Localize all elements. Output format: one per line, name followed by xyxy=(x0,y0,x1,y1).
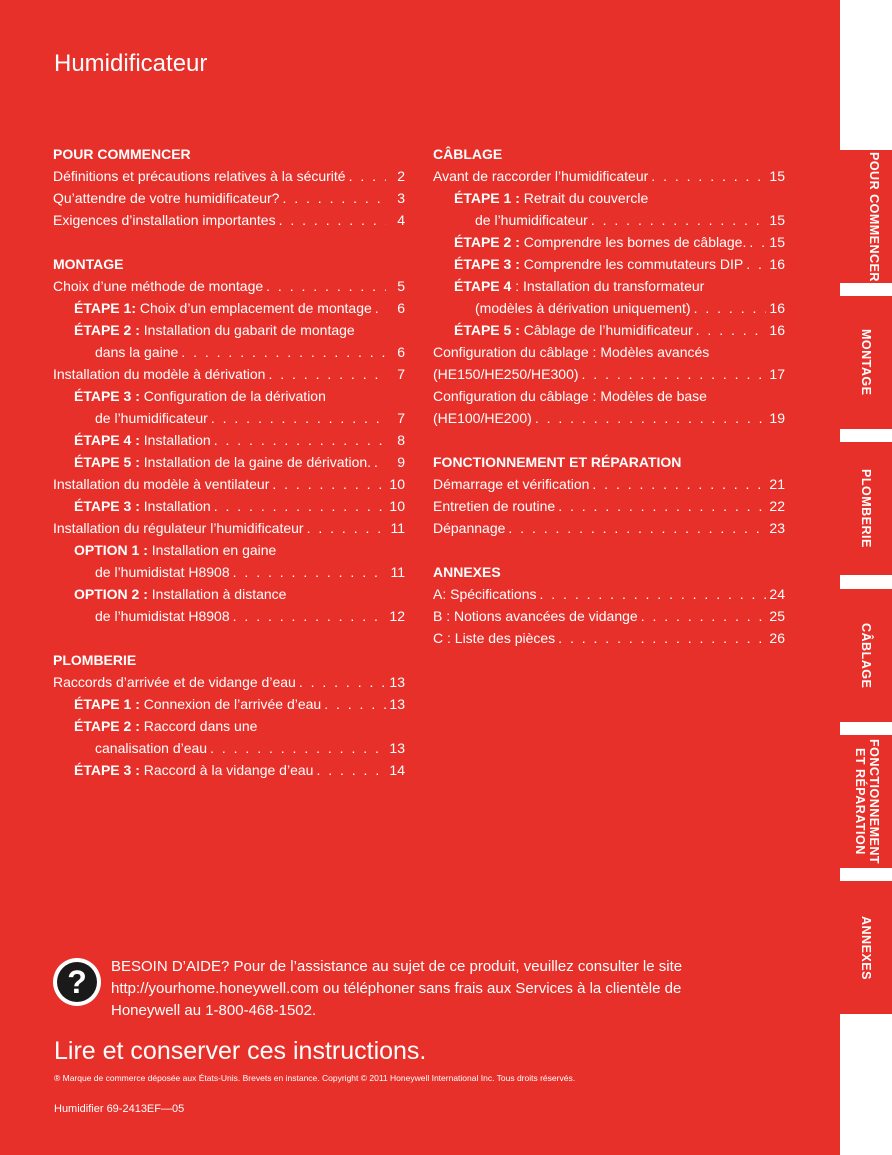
toc-entry-label xyxy=(74,429,211,451)
toc-page-number: 13 xyxy=(389,696,405,712)
toc-page-number: 6 xyxy=(397,300,405,316)
dot-leader xyxy=(592,473,766,495)
help-line: Honeywell au 1-800-468-1502. xyxy=(111,1002,317,1019)
toc-section xyxy=(433,143,785,429)
toc-entry-label xyxy=(74,451,371,473)
dot-leader xyxy=(508,517,766,539)
toc-page-number: 26 xyxy=(769,630,785,646)
toc-entry[interactable] xyxy=(433,319,785,341)
toc-entry-text: de l’humidificateur xyxy=(475,212,588,228)
toc-entry-label xyxy=(433,385,707,407)
toc-section-heading: CÂBLAGE xyxy=(433,146,503,162)
question-mark-icon: ? xyxy=(53,958,101,1006)
toc-step-label: OPTION 2 : xyxy=(74,586,148,602)
toc-entry[interactable] xyxy=(433,473,785,495)
toc-entry-label xyxy=(95,407,208,429)
toc-entry-label xyxy=(475,297,691,319)
toc-entry[interactable] xyxy=(433,275,785,297)
dot-leader xyxy=(375,297,386,319)
toc-entry[interactable] xyxy=(53,319,405,341)
toc-entry-text: dans la gaine xyxy=(95,344,179,360)
toc-entry-label xyxy=(95,341,178,363)
toc-entry[interactable] xyxy=(433,363,785,385)
toc-entry-text: Démarrage et vérification xyxy=(433,476,590,492)
toc-entry-text: Configuration du câblage : Modèles avancés xyxy=(433,344,710,360)
toc-page-number: 10 xyxy=(389,476,405,492)
toc-entry-text: Installation du modèle à ventilateur xyxy=(53,476,270,492)
toc-entry[interactable] xyxy=(53,275,405,297)
toc-entry[interactable] xyxy=(433,209,785,231)
dot-leader xyxy=(591,209,766,231)
toc-entry[interactable] xyxy=(433,165,785,187)
toc-page-number: 15 xyxy=(769,234,785,250)
toc-entry-label xyxy=(74,319,355,341)
toc-section-heading: MONTAGE xyxy=(53,256,124,272)
toc-entry-text: Installation du régulateur l’humidificateur xyxy=(53,520,304,536)
toc-step-label: ÉTAPE 1 : xyxy=(454,190,520,206)
tab-label: CÂBLAGE xyxy=(859,622,873,689)
help-box xyxy=(53,956,733,1022)
toc-entry[interactable] xyxy=(433,517,785,539)
toc-entry-text: A: Spécifications xyxy=(433,586,537,602)
tab-label: PLOMBERIE xyxy=(859,469,873,548)
dot-leader xyxy=(558,495,766,517)
toc-entry-label xyxy=(53,165,346,187)
toc-page-number: 6 xyxy=(397,344,405,360)
keep-instructions-heading: Lire et conserver ces instructions. xyxy=(54,1037,427,1065)
dot-leader xyxy=(299,671,386,693)
toc-page-number: 24 xyxy=(769,586,785,602)
toc-entry-text: Installation du modèle à dérivation xyxy=(53,366,266,382)
toc-entry-text: Choix d’un emplacement de montage xyxy=(135,300,372,316)
toc-entry-text: Comprendre les commutateurs DIP xyxy=(519,256,744,272)
toc-entry[interactable] xyxy=(433,605,785,627)
toc-entry-text: (modèles à dérivation uniquement) xyxy=(475,300,691,316)
toc-entry-label xyxy=(74,539,276,561)
toc-entry[interactable] xyxy=(433,231,785,253)
dot-leader xyxy=(540,583,767,605)
toc-entry-label xyxy=(53,275,263,297)
toc-entry-label xyxy=(53,671,296,693)
toc-section-heading: POUR COMMENCER xyxy=(53,146,191,162)
toc-entry[interactable] xyxy=(433,297,785,319)
toc-page-number: 12 xyxy=(389,608,405,624)
toc-entry-label xyxy=(53,473,269,495)
toc-section xyxy=(53,649,405,781)
toc-page-number: 17 xyxy=(769,366,785,382)
toc-right-column xyxy=(433,143,785,671)
dot-leader xyxy=(651,165,766,187)
tab-cablage[interactable] xyxy=(840,589,892,722)
toc-step-label: ÉTAPE 3 : xyxy=(74,498,140,514)
toc-entry-label xyxy=(74,385,326,407)
dot-leader xyxy=(214,429,386,451)
toc-step-label: ÉTAPE 3 : xyxy=(74,388,140,404)
dot-leader xyxy=(349,165,386,187)
toc-entry-text: de l’humidistat H8908 xyxy=(95,564,230,580)
tab-label: POUR COMMENCER xyxy=(867,151,881,282)
toc-entry[interactable] xyxy=(53,385,405,407)
toc-entry[interactable] xyxy=(53,429,405,451)
toc-entry-label xyxy=(433,495,555,517)
document-title: Humidificateur xyxy=(54,50,208,77)
tab-montage[interactable] xyxy=(840,296,892,429)
toc-entry-label xyxy=(95,561,230,583)
dot-leader xyxy=(749,231,766,253)
dot-leader xyxy=(268,363,386,385)
help-text xyxy=(111,956,682,1022)
toc-entry[interactable] xyxy=(433,407,785,429)
toc-entry[interactable] xyxy=(53,451,405,473)
toc-step-label: ÉTAPE 3 : xyxy=(454,256,520,272)
toc-entry[interactable] xyxy=(53,297,405,319)
toc-page-number: 10 xyxy=(389,498,405,514)
toc-entry-label xyxy=(74,297,372,319)
toc-entry-text: Qu’attendre de votre humidificateur? xyxy=(53,190,280,206)
toc-entry[interactable] xyxy=(53,715,405,737)
toc-page-number: 15 xyxy=(769,212,785,228)
dot-leader xyxy=(214,495,386,517)
toc-entry-text: Exigences d’installation importantes xyxy=(53,212,276,228)
toc-step-label: ÉTAPE 1 : xyxy=(74,696,140,712)
toc-step-label: ÉTAPE 2 : xyxy=(454,234,520,250)
toc-entry-label xyxy=(454,275,704,297)
toc-entry[interactable] xyxy=(53,407,405,429)
toc-entry[interactable] xyxy=(53,737,405,759)
toc-section-heading: PLOMBERIE xyxy=(53,652,137,668)
toc-page-number: 23 xyxy=(769,520,785,536)
toc-entry-label xyxy=(53,363,265,385)
toc-entry-text: (HE100/HE200) xyxy=(433,410,532,426)
toc-page-number: 16 xyxy=(769,300,785,316)
dot-leader xyxy=(374,451,386,473)
toc-page-number: 5 xyxy=(397,278,405,294)
toc-entry[interactable] xyxy=(53,517,405,539)
toc-entry-label xyxy=(95,605,230,627)
toc-entry-label xyxy=(74,495,211,517)
toc-section xyxy=(433,451,785,539)
tab-label: ANNEXES xyxy=(859,915,873,980)
toc-entry-label xyxy=(433,165,648,187)
toc-entry[interactable] xyxy=(53,693,405,715)
dot-leader xyxy=(210,737,386,759)
toc-entry-text: Avant de raccorder l’humidificateur xyxy=(433,168,649,184)
toc-entry[interactable] xyxy=(53,561,405,583)
toc-entry[interactable] xyxy=(53,539,405,561)
toc-left-column xyxy=(53,143,405,803)
dot-leader xyxy=(279,209,386,231)
toc-section-heading: ANNEXES xyxy=(433,564,501,580)
dot-leader xyxy=(694,297,766,319)
toc-entry-label xyxy=(454,253,743,275)
dot-leader xyxy=(211,407,386,429)
toc-page-number: 25 xyxy=(769,608,785,624)
toc-step-label: ÉTAPE 4 xyxy=(454,278,512,294)
tab-plomberie[interactable] xyxy=(840,442,892,575)
dot-leader xyxy=(324,693,386,715)
toc-step-label: ÉTAPE 4 : xyxy=(74,432,140,448)
dot-leader xyxy=(746,253,766,275)
toc-entry-label xyxy=(53,187,279,209)
toc-entry[interactable] xyxy=(433,627,785,649)
toc-page-number: 9 xyxy=(397,454,405,470)
dot-leader xyxy=(582,363,766,385)
toc-entry-label xyxy=(74,715,257,737)
toc-entry[interactable] xyxy=(433,341,785,363)
toc-section xyxy=(53,143,405,231)
dot-leader xyxy=(316,759,386,781)
help-line: BESOIN D’AIDE? Pour de l’assistance au sujet de ce produit, veuillez consulter le site xyxy=(111,958,683,975)
toc-section xyxy=(53,253,405,627)
toc-entry-text: Configuration du câblage : Modèles de base xyxy=(433,388,707,404)
toc-entry[interactable] xyxy=(53,363,405,385)
toc-entry[interactable] xyxy=(53,165,405,187)
toc-entry[interactable] xyxy=(53,341,405,363)
toc-entry-label xyxy=(433,407,532,429)
toc-page-number: 15 xyxy=(769,168,785,184)
dot-leader xyxy=(307,517,386,539)
toc-entry[interactable] xyxy=(53,583,405,605)
toc-entry-text: Raccord à la vidange d’eau xyxy=(139,762,314,778)
toc-entry-label xyxy=(433,627,555,649)
toc-page-number: 2 xyxy=(397,168,405,184)
toc-step-label: ÉTAPE 1: xyxy=(74,300,136,316)
toc-entry-label xyxy=(433,583,537,605)
toc-page-number: 19 xyxy=(769,410,785,426)
toc-entry-text: canalisation d’eau xyxy=(95,740,208,756)
toc-step-label: OPTION 1 : xyxy=(74,542,148,558)
toc-entry-text: Installation du gabarit de montage xyxy=(139,322,355,338)
toc-entry-text: Installation de la gaine de dérivation. xyxy=(139,454,372,470)
toc-step-label: ÉTAPE 5 : xyxy=(74,454,140,470)
tab-label: MONTAGE xyxy=(859,329,873,396)
toc-entry-label xyxy=(95,737,207,759)
toc-entry-text: Câblage de l’humidificateur xyxy=(519,322,693,338)
toc-entry-label xyxy=(53,209,276,231)
toc-entry-text: Installation à distance xyxy=(147,586,287,602)
toc-entry[interactable] xyxy=(53,473,405,495)
help-line[interactable]: http://yourhome.honeywell.com ou téléphoner sans frais aux Services à la clientèle de xyxy=(111,980,682,997)
toc-step-label: ÉTAPE 2 : xyxy=(74,718,140,734)
tab-fonctionnement-et-reparation[interactable] xyxy=(840,735,892,868)
toc-entry-text: Définitions et précautions relatives à la sécurité xyxy=(53,168,346,184)
toc-page-number: 11 xyxy=(390,520,405,536)
tab-annexes[interactable] xyxy=(840,881,892,1014)
toc-entry[interactable] xyxy=(53,759,405,781)
toc-page-number: 13 xyxy=(389,740,405,756)
toc-entry[interactable] xyxy=(433,253,785,275)
toc-entry[interactable] xyxy=(433,187,785,209)
toc-entry-label xyxy=(53,517,304,539)
toc-page-number: 4 xyxy=(397,212,405,228)
toc-entry-text: Connexion de l’arrivée d’eau xyxy=(139,696,322,712)
toc-entry[interactable] xyxy=(53,209,405,231)
toc-step-label: ÉTAPE 3 : xyxy=(74,762,140,778)
toc-entry[interactable] xyxy=(53,495,405,517)
toc-page-number: 16 xyxy=(769,256,785,272)
dot-leader xyxy=(272,473,386,495)
toc-entry-text: de l’humidistat H8908 xyxy=(95,608,230,624)
toc-entry-text: Dépannage xyxy=(433,520,506,536)
dot-leader xyxy=(535,407,766,429)
toc-page-number: 7 xyxy=(397,366,405,382)
toc-entry-text: C : Liste des pièces xyxy=(433,630,556,646)
toc-entry-label xyxy=(74,583,286,605)
toc-entry-text: Raccord dans une xyxy=(139,718,258,734)
toc-entry-text: B : Notions avancées de vidange xyxy=(433,608,638,624)
dot-leader xyxy=(181,341,386,363)
tab-pour-commencer[interactable] xyxy=(840,150,892,283)
toc-page-number: 22 xyxy=(769,498,785,514)
toc-entry[interactable] xyxy=(53,671,405,693)
dot-leader xyxy=(641,605,766,627)
toc-entry-label xyxy=(74,759,313,781)
toc-section-heading: FONCTIONNEMENT ET RÉPARATION xyxy=(433,454,682,470)
toc-entry-label xyxy=(433,473,589,495)
toc-entry-text: Configuration de la dérivation xyxy=(139,388,326,404)
toc-entry-text: Comprendre les bornes de câblage. xyxy=(519,234,747,250)
toc-entry-label xyxy=(433,341,709,363)
toc-entry-text: de l’humidificateur xyxy=(95,410,208,426)
toc-entry-text: Raccords d’arrivée et de vidange d’eau xyxy=(53,674,296,690)
toc-entry-text: Choix d’une méthode de montage xyxy=(53,278,264,294)
dot-leader xyxy=(558,627,766,649)
toc-page-number: 3 xyxy=(397,190,405,206)
toc-section xyxy=(433,561,785,649)
toc-page-number: 13 xyxy=(389,674,405,690)
toc-entry-label xyxy=(475,209,588,231)
toc-entry-label xyxy=(433,363,579,385)
dot-leader xyxy=(282,187,386,209)
dot-leader xyxy=(233,561,386,583)
toc-page-number: 21 xyxy=(769,476,785,492)
toc-page-number: 14 xyxy=(389,762,405,778)
toc-entry-text: (HE150/HE250/HE300) xyxy=(433,366,579,382)
toc-page-number: 7 xyxy=(397,410,405,426)
legal-notice: ® Marque de commerce déposée aux États-Unis. Brevets en instance. Copyright © 2011 Honeywell International Inc. Tous droits réservés. xyxy=(54,1073,576,1083)
toc-entry[interactable] xyxy=(433,385,785,407)
toc-entry-text: Entretien de routine xyxy=(433,498,556,514)
toc-entry-label xyxy=(433,605,638,627)
toc-step-label: ÉTAPE 5 : xyxy=(454,322,520,338)
toc-entry[interactable] xyxy=(53,605,405,627)
toc-entry[interactable] xyxy=(433,583,785,605)
toc-page-number: 16 xyxy=(769,322,785,338)
toc-page-number: 11 xyxy=(390,564,405,580)
toc-entry-label xyxy=(433,517,505,539)
dot-leader xyxy=(233,605,386,627)
tab-label: FONCTIONNEMENT ET RÉPARATION xyxy=(853,738,881,865)
toc-entry-text: Retrait du couvercle xyxy=(519,190,649,206)
document-number: Humidifier 69-2413EF—05 xyxy=(54,1103,185,1115)
toc-entry-label xyxy=(454,187,648,209)
toc-entry-text: Installation en gaine xyxy=(147,542,277,558)
toc-entry-text: Installation xyxy=(139,498,211,514)
dot-leader xyxy=(696,319,766,341)
toc-entry-text: : Installation du transformateur xyxy=(511,278,705,294)
toc-entry-label xyxy=(454,231,746,253)
dot-leader xyxy=(266,275,386,297)
toc-page-number: 8 xyxy=(397,432,405,448)
toc-entry-label xyxy=(454,319,693,341)
toc-step-label: ÉTAPE 2 : xyxy=(74,322,140,338)
toc-entry-text: Installation xyxy=(139,432,211,448)
toc-entry[interactable] xyxy=(53,187,405,209)
toc-entry-label xyxy=(74,693,321,715)
toc-entry[interactable] xyxy=(433,495,785,517)
